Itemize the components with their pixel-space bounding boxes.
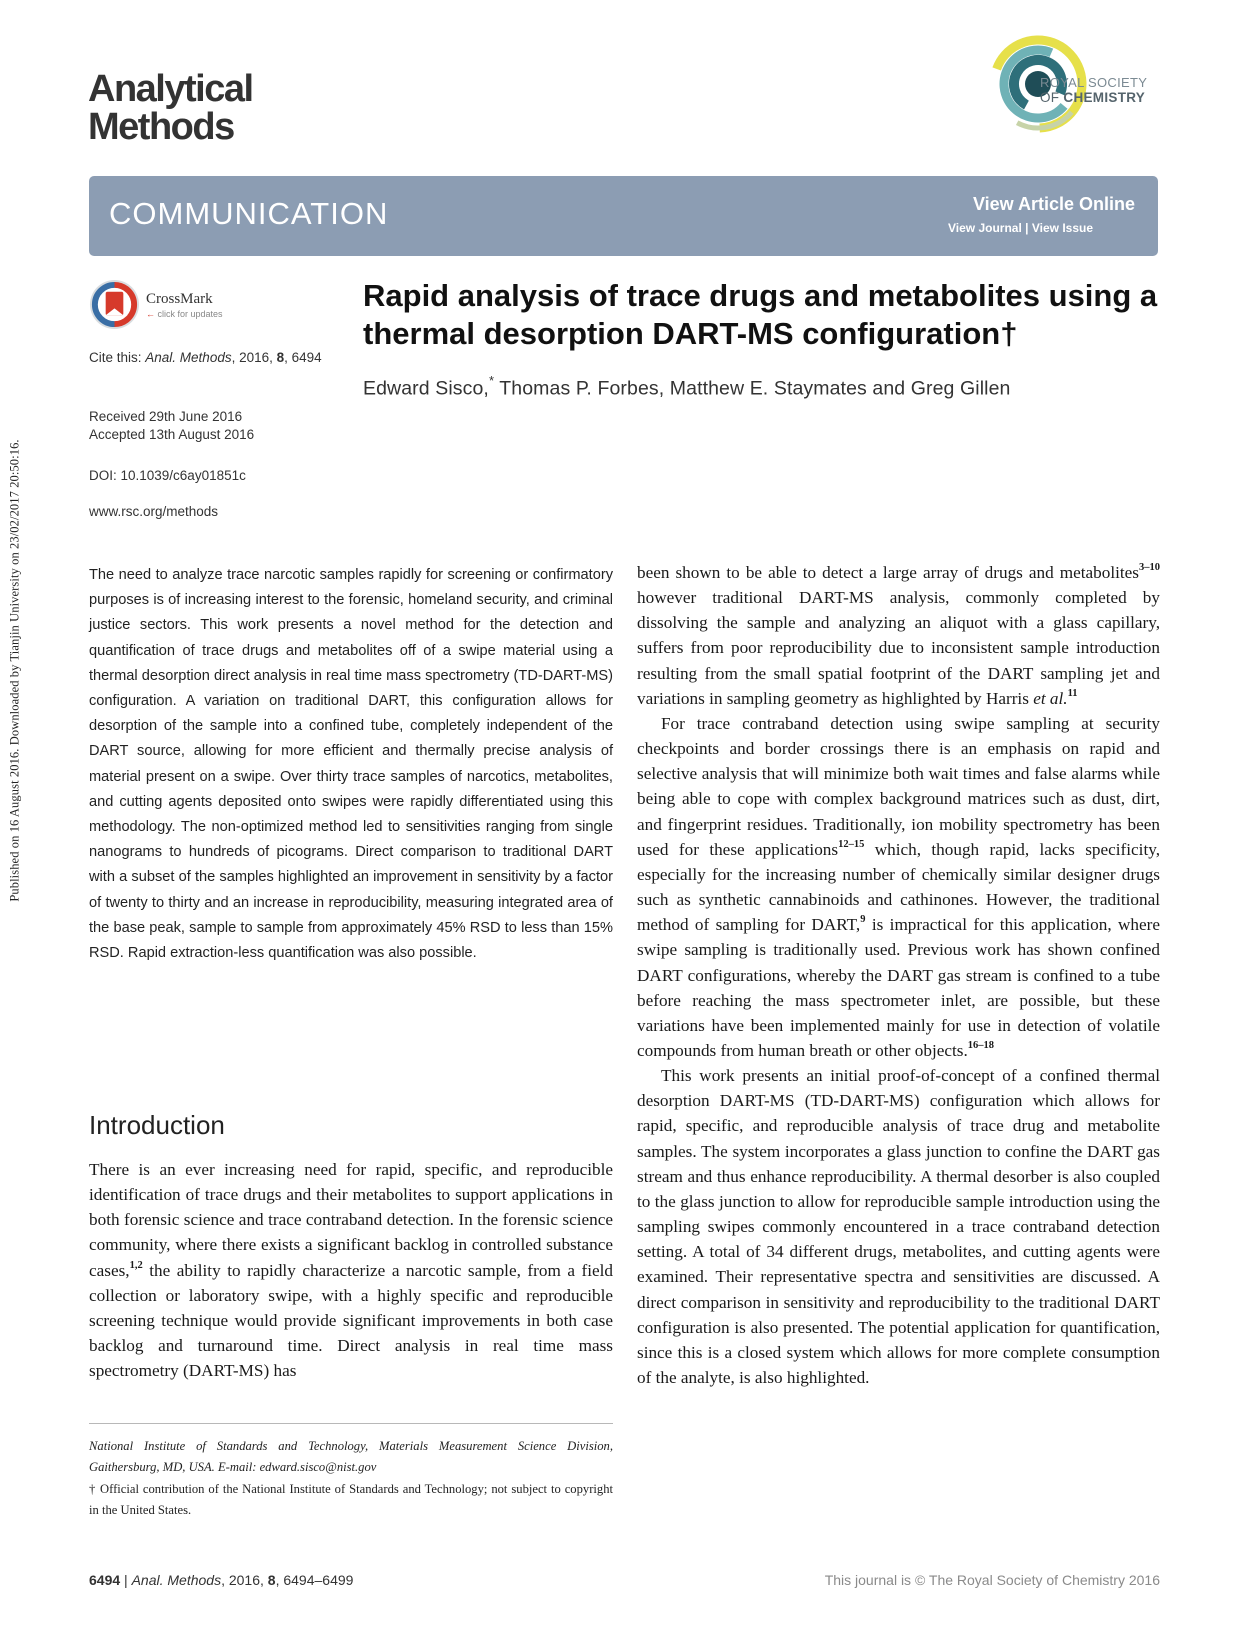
citation-ref[interactable]: 1,2 <box>129 1259 143 1271</box>
received-accepted-dates <box>89 408 254 444</box>
article-title: Rapid analysis of trace drugs and metabolites using a thermal desorption DART-MS configuration† <box>363 278 1158 351</box>
citation: Cite this: Anal. Methods, 2016, 8, 6494 <box>89 350 322 365</box>
copyright-notice: This journal is © The Royal Society of Chemistry 2016 <box>824 1572 1160 1588</box>
view-issue-link[interactable]: View Issue <box>1031 221 1094 235</box>
view-journal-link[interactable]: View Journal <box>948 221 1022 235</box>
citation-ref[interactable]: 11 <box>1067 688 1078 700</box>
link-separator: | <box>1025 221 1029 235</box>
received-date: Received 29th June 2016 <box>89 409 243 424</box>
rsc-name-line1: ROYAL SOCIETY <box>1040 75 1148 90</box>
citation-ref[interactable]: 12–15 <box>838 838 865 850</box>
intro-paragraph-1: There is an ever increasing need for rapid, specific, and reproducible identification of trace drugs and their metabolites to support applications in both forensic science and trace contraband detection. In the forensic science community, where there exists a significant backlog in controlled substance cases,$^{1,2}$ the ability to rapidly characterize a narcotic sample, from a field collection or laboratory swipe, with a highly specific and reproducible screening technique would provide significant improvements in both case backlog and turnaround time. Direct analysis in real time mass spectrometry (DART-MS) has <box>89 1160 613 1381</box>
download-note-text: Published on 16 August 2016. Downloaded by Tianjin University on 23/02/2017 20:50:16. <box>7 438 22 902</box>
author-list: Edward Sisco,* Thomas P. Forbes, Matthew E. Staymates and Greg Gillen <box>363 373 1011 400</box>
page-number: 6494 <box>89 1572 121 1588</box>
journal-title-line2: Methods <box>88 106 234 148</box>
dagger-footnote: † Official contribution of the National Institute of Standards and Technology; not subject to copyright in the United States. <box>89 1482 613 1517</box>
page-footer-citation: 6494 | Anal. Methods, 2016, 8, 6494–6499 <box>89 1572 354 1588</box>
download-note <box>8 360 22 980</box>
rsc-wordmark <box>1040 75 1147 105</box>
footnote-divider <box>89 1423 613 1424</box>
view-article-online-link[interactable]: View Article Online <box>972 194 1135 214</box>
citation-ref[interactable]: 16–18 <box>967 1040 995 1052</box>
rsc-name-line2: OF CHEMISTRY <box>1040 90 1146 105</box>
intro-paragraph-3: This work presents an initial proof-of-concept of a confined thermal desorption DART-MS (TD-DART-MS) configuration which allows for rapid, specific, and reproducible analysis of trace drug and metabolite samples. The system incorporates a glass junction to confine the DART gas stream and thus enhance reproducibility. A thermal desorber is also coupled to the glass junction to allow for reproducible sample introduction using the sampling swipes commonly encountered in a trace contraband detection setting. A total of 34 different drugs, metabolites, and cutting agents were examined. Their representative spectra and sensitivities are discussed. A direct comparison in sensitivity and reproducibility to the traditional DART configuration is also presented. The potential application for quantification, since this is a closed system which allows for more complete consumption of the analyte, is also highlighted. <box>637 1066 1160 1387</box>
intro-paragraph-1-continued: been shown to be able to detect a large array of drugs and metabolites$^{3-10}$ however traditional DART-MS analysis, commonly completed by dissolving the sample and analyzing an aliquot with a glass capillary, suffers from poor reproducibility due to inconsistent sample introduction resulting from the small spatial footprint of the DART sampling jet and variations in sampling geometry as highlighted by Harris et al.$^{11}$ <box>637 562 1160 708</box>
crossmark-sublabel: ← click for updates <box>146 309 223 319</box>
journal-website-link[interactable]: www.rsc.org/methods <box>89 504 219 519</box>
footnotes <box>89 1436 613 1522</box>
affiliation-footnote: National Institute of Standards and Technology, Materials Measurement Science Division, Gaithersburg, MD, USA. E-mail: edward.sisco@nist.gov <box>89 1439 613 1474</box>
corresponding-author-mark: * <box>488 373 495 388</box>
citation-ref[interactable]: 3–10 <box>1139 562 1160 574</box>
doi[interactable]: DOI: 10.1039/c6ay01851c <box>89 468 246 483</box>
introduction-right-column <box>637 560 1160 1390</box>
banner-links <box>948 221 1093 235</box>
article-type-label: COMMUNICATION <box>109 196 389 231</box>
intro-paragraph-2: For trace contraband detection using swipe sampling at security checkpoints and border crossings there is an emphasis on rapid and selective analysis that will minimize both wait times and false alarms while being able to cope with complex background matrices such as dust, dirt, and fingerprint residues. Traditionally, ion mobility spectrometry has been used for these applications$^{12-15}$ which, though rapid, lacks specificity, especially for the increasing number of chemically similar designer drugs such as synthetic cannabinoids and cathinones. However, the traditional method of sampling for DART,$^9$ is impractical for this application, where swipe sampling is traditionally used. Previous work has shown confined DART configurations, whereby the DART gas stream is confined to a tube before reaching the mass spectrometer inlet, are possible, but these variations have been implemented mainly for use in detection of volatile compounds from human breath or other objects.$^{16-18}$ <box>637 713 1160 1060</box>
crossmark-icon <box>89 279 140 330</box>
journal-title <box>88 70 253 146</box>
introduction-left-column <box>89 1157 613 1383</box>
abstract: The need to analyze trace narcotic samples rapidly for screening or confirmatory purposes is of increasing interest to the forensic, homeland security, and criminal justice sectors. This work presents a novel method for the detection and quantification of trace drugs and metabolites off of a swipe material using a thermal desorption direct analysis in real time mass spectrometry (TD-DART-MS) configuration. A variation on traditional DART, this configuration allows for desorption of the sample into a confined tube, completely independent of the DART source, allowing for more efficient and thermally precise analysis of material present on a swipe. Over thirty trace samples of narcotics, metabolites, and cutting agents deposited onto swipes were rapidly differentiated using this methodology. The non-optimized method led to sensitivities ranging from single nanograms to hundreds of picograms. Direct comparison to traditional DART with a subset of the samples highlighted an improvement in sensitivity by a factor of twenty to thirty and an increase in reproducibility, measuring integrated area of the base peak, sample to sample from approximately 45% RSD to less than 15% RSD. Rapid extraction-less quantification was also possible. <box>89 567 613 962</box>
accepted-date: Accepted 13th August 2016 <box>89 427 255 442</box>
introduction-heading: Introduction <box>89 1110 225 1140</box>
journal-title-line1: Analytical <box>88 68 253 110</box>
arrow-left-icon: ← <box>146 309 155 319</box>
crossmark-badge[interactable] <box>89 279 289 331</box>
article-type-banner <box>89 176 1158 256</box>
crossmark-label: CrossMark <box>146 291 213 307</box>
citation-ref[interactable]: 9 <box>860 914 866 926</box>
